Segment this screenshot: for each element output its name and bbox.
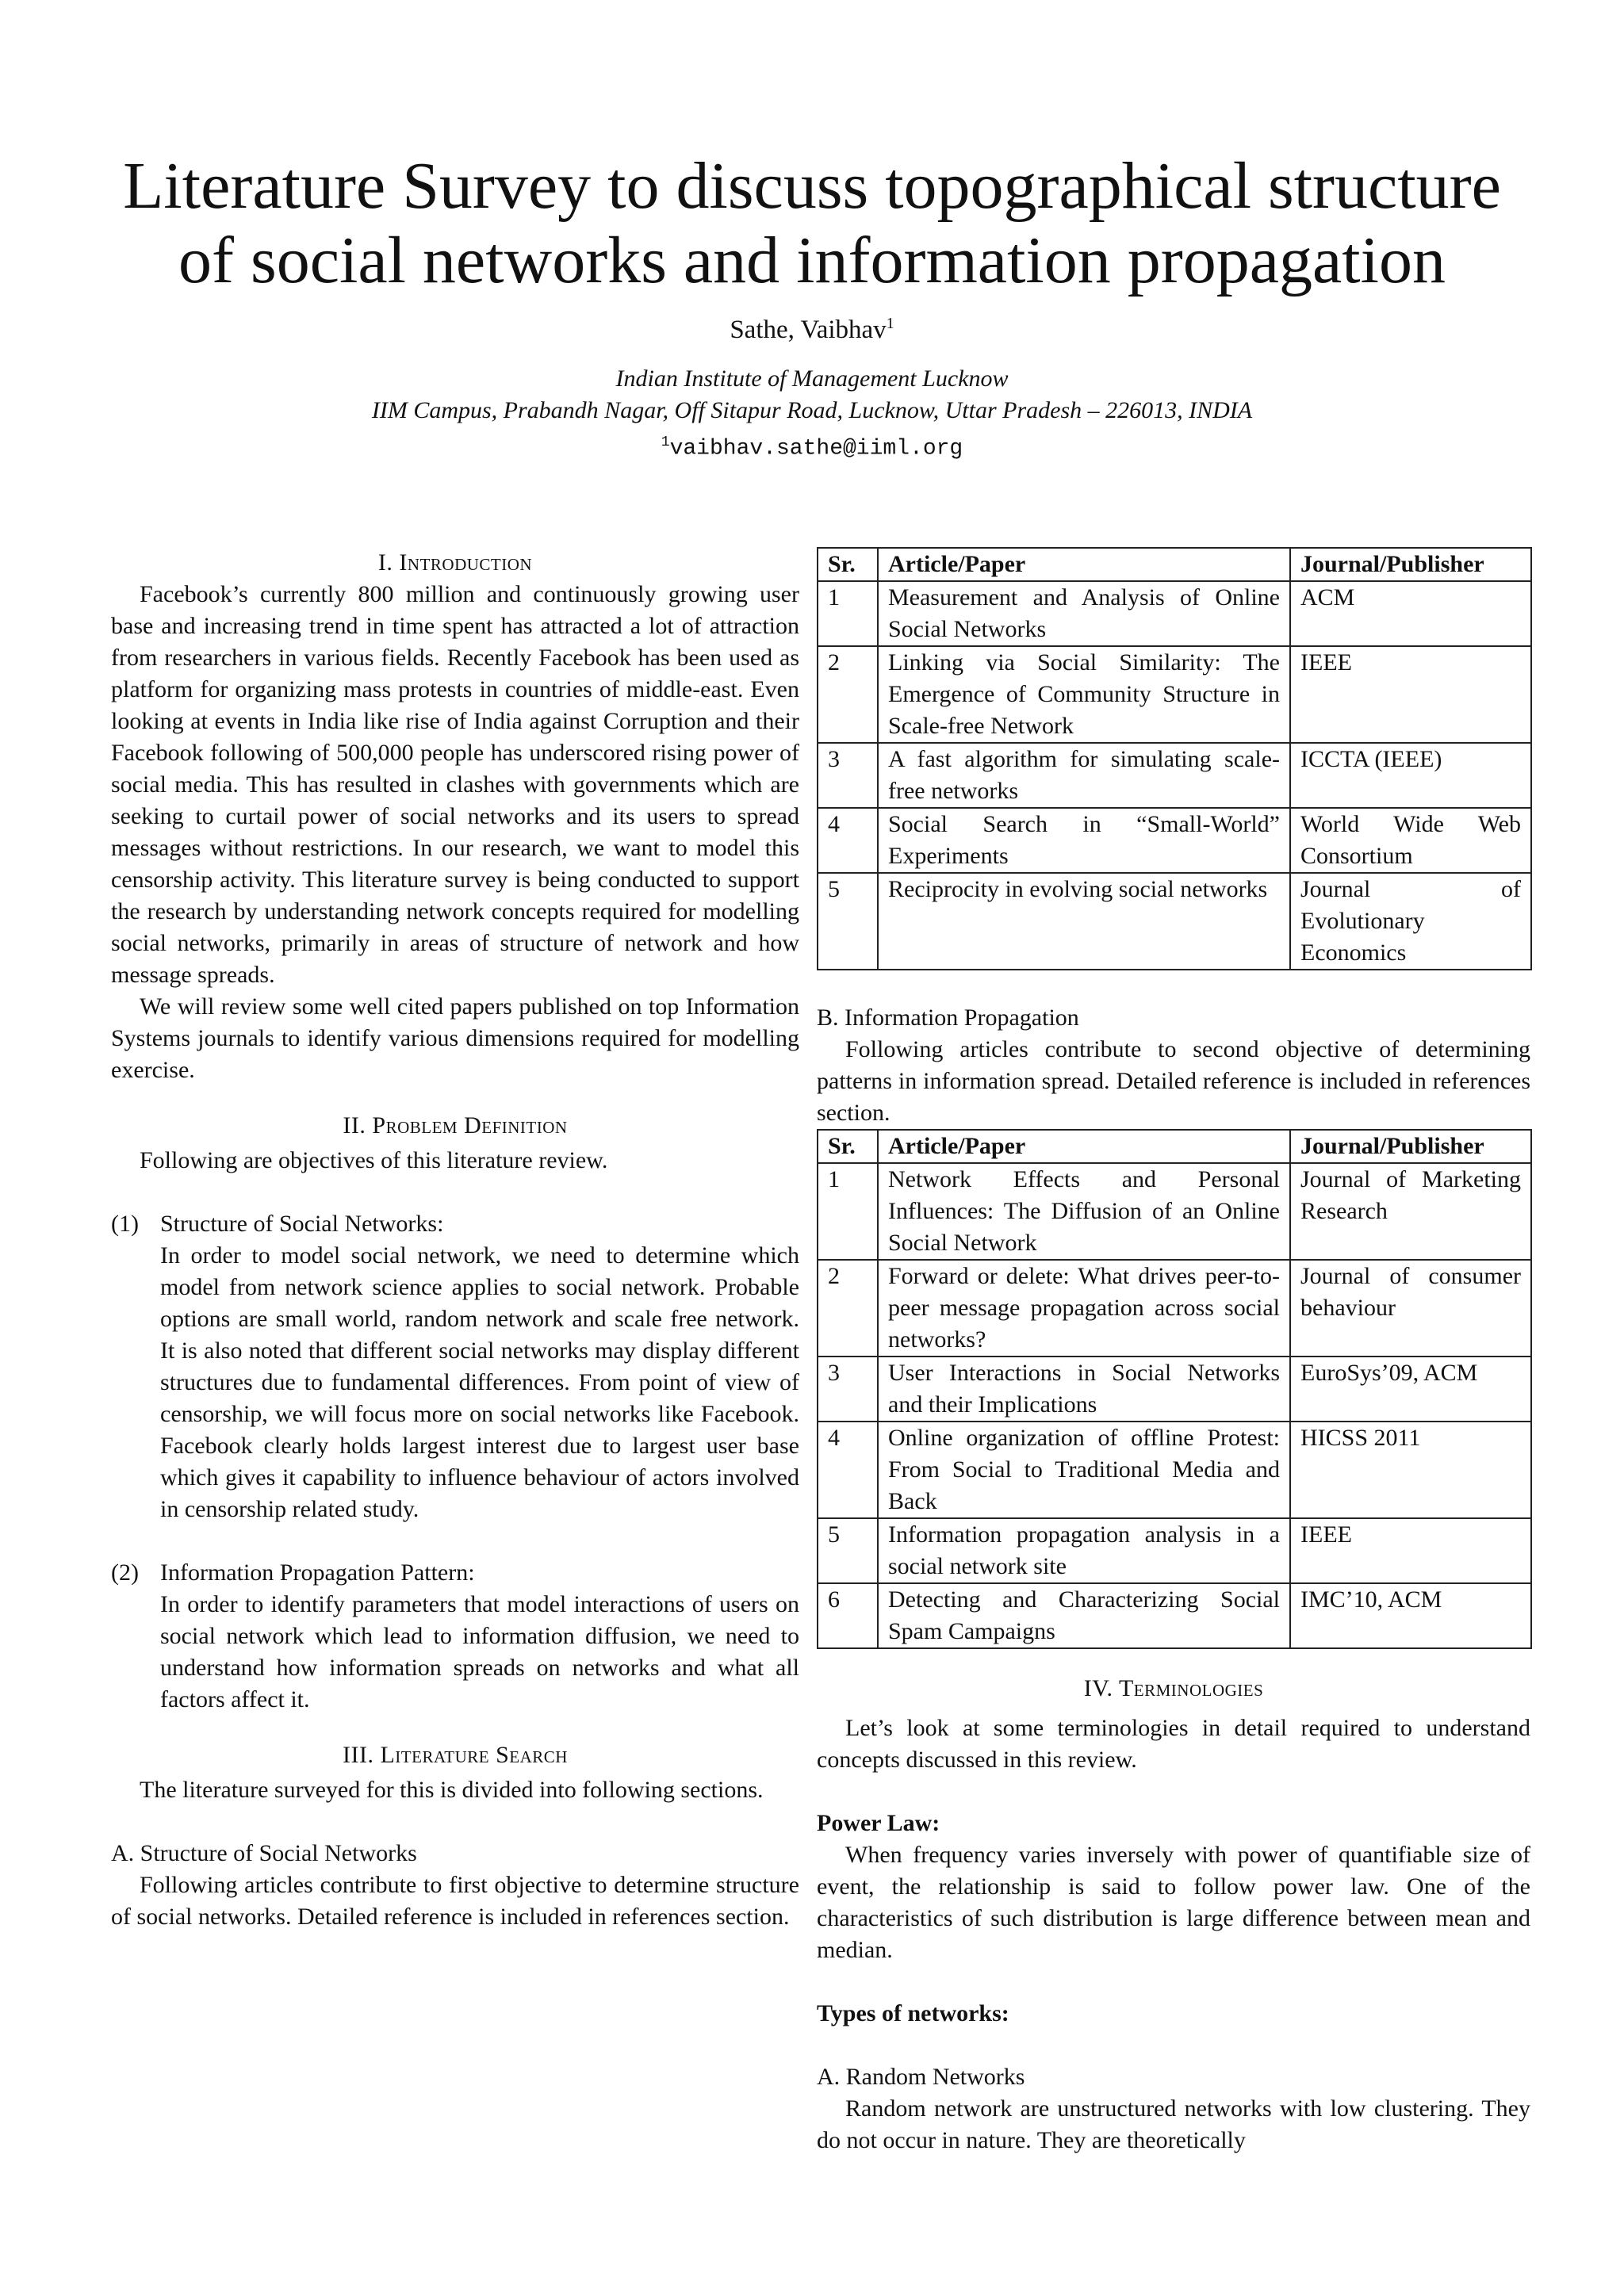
intro-paragraph-2: We will review some well cited papers published on top Information Systems journals to identify various dimensions required for modelling exercise. — [111, 993, 799, 1083]
power-law-heading: Power Law: — [817, 1810, 940, 1836]
table-row — [818, 581, 1531, 646]
objective-item-1 — [111, 1208, 799, 1525]
cell-journal: Journal of Marketing Research — [1290, 1163, 1531, 1260]
cell-sr: 2 — [818, 1260, 878, 1357]
table-row — [818, 1518, 1531, 1583]
cell-sr: 6 — [818, 1583, 878, 1648]
objective-number: (2) — [111, 1559, 139, 1586]
cell-sr: 4 — [818, 1422, 878, 1518]
cell-journal: EuroSys’09, ACM — [1290, 1357, 1531, 1422]
affiliation-address: IIM Campus, Prabandh Nagar, Off Sitapur Road, Lucknow, Uttar Pradesh – 226013, INDIA — [371, 397, 1253, 423]
table-row — [818, 1260, 1531, 1357]
section-heading-terminologies: IV. Terminologies — [1083, 1675, 1264, 1701]
cell-sr: 5 — [818, 873, 878, 970]
table-row — [818, 1422, 1531, 1518]
types-of-networks-heading: Types of networks: — [817, 2000, 1009, 2026]
cell-sr: 4 — [818, 808, 878, 873]
objective-item-2 — [111, 1557, 799, 1716]
random-networks-heading: A. Random Networks — [817, 2064, 1025, 2090]
cell-sr: 2 — [818, 646, 878, 743]
problem-intro: Following are objectives of this literature review. — [140, 1147, 608, 1173]
cell-article: Reciprocity in evolving social networks — [878, 873, 1290, 970]
table-row — [818, 743, 1531, 808]
literature-search-intro: The literature surveyed for this is divided into following sections. — [140, 1777, 764, 1803]
right-column — [817, 547, 1530, 2156]
objective-text: In order to identify parameters that model interactions of users on social network which lead to information diffusion, we need to understand how information spreads on networks and what all factors affect it. — [160, 1591, 799, 1712]
cell-journal: World Wide Web Consortium — [1290, 808, 1531, 873]
table-row — [818, 1583, 1531, 1648]
cell-article: A fast algorithm for simulating scale-free networks — [878, 743, 1290, 808]
paper-title — [79, 149, 1545, 298]
email-superscript: 1 — [661, 434, 670, 450]
table-row — [818, 808, 1531, 873]
table-row — [818, 1163, 1531, 1260]
header-sr: Sr. — [818, 548, 878, 581]
objective-title: Information Propagation Pattern: — [160, 1559, 475, 1586]
table-header-row — [818, 1130, 1531, 1163]
author-email — [0, 428, 1624, 463]
left-column — [111, 547, 799, 1933]
author-text: Sathe, Vaibhav — [730, 316, 887, 344]
affiliation — [0, 363, 1624, 427]
email-text: vaibhav.sathe@iiml.org — [669, 436, 963, 461]
affiliation-institute: Indian Institute of Management Lucknow — [615, 365, 1009, 392]
cell-article: Linking via Social Similarity: The Emergence of Community Structure in Scale-free Network — [878, 646, 1290, 743]
objective-text: In order to model social network, we need to determine which model from network science applies to social network. Probable options are small world, random network and scale free network. It is also noted that different social networks may display different structures due to fundamental differences. From point of view of censorship, we will focus more on social networks like Facebook. Facebook clearly holds largest interest due to largest user base which gives it capability to influence behaviour of actors involved in censorship related study. — [160, 1242, 799, 1522]
cell-article: Measurement and Analysis of Online Social Networks — [878, 581, 1290, 646]
header-article: Article/Paper — [878, 548, 1290, 581]
subsection-heading-information-propagation: B. Information Propagation — [817, 1004, 1079, 1031]
table-row — [818, 646, 1531, 743]
cell-journal: Journal of consumer behaviour — [1290, 1260, 1531, 1357]
power-law-text: When frequency varies inversely with power of quantifiable size of event, the relationship is said to follow power law. One of the characteristics of such distribution is large difference between mean and median. — [817, 1842, 1530, 1963]
author-superscript: 1 — [886, 315, 894, 332]
structure-articles-table — [817, 547, 1532, 970]
header-journal: Journal/Publisher — [1290, 548, 1531, 581]
objective-number: (1) — [111, 1211, 139, 1237]
cell-journal: IMC’10, ACM — [1290, 1583, 1531, 1648]
table-row — [818, 1357, 1531, 1422]
cell-sr: 1 — [818, 581, 878, 646]
subsection-heading-structure: A. Structure of Social Networks — [111, 1840, 417, 1866]
propagation-articles-table — [817, 1129, 1532, 1649]
objective-title: Structure of Social Networks: — [160, 1211, 444, 1237]
section-heading-literature-search: III. Literature Search — [343, 1742, 568, 1768]
cell-article: Social Search in “Small-World” Experiments — [878, 808, 1290, 873]
cell-journal: ICCTA (IEEE) — [1290, 743, 1531, 808]
cell-article: Detecting and Characterizing Social Spam Campaigns — [878, 1583, 1290, 1648]
title-line-2: of social networks and information propagation — [178, 224, 1446, 297]
cell-journal: Journal of Evolutionary Economics — [1290, 873, 1531, 970]
header-journal: Journal/Publisher — [1290, 1130, 1531, 1163]
section-heading-problem-definition: II. Problem Definition — [343, 1112, 568, 1138]
cell-article: Network Effects and Personal Influences: The Diffusion of an Online Social Network — [878, 1163, 1290, 1260]
cell-sr: 5 — [818, 1518, 878, 1583]
subsection-propagation-text: Following articles contribute to second objective of determining patterns in information spread. Detailed reference is included in references section. — [817, 1036, 1530, 1126]
intro-paragraph-1: Facebook’s currently 800 million and continuously growing user base and increasing trend in time spent has attracted a lot of attraction from researchers in various fields. Recently Facebook has been used as platform for organizing mass protests in countries of middle-east. Even looking at events in India like rise of India against Corruption and their Facebook following of 500,000 people has underscored rising power of social media. This has resulted in clashes with governments which are seeking to curtail power of social networks and its users to spread messages without restrictions. In our research, we want to model this censorship activity. This literature survey is being conducted to support the research by understanding network concepts required for modelling social networks, primarily in areas of structure of network and how message spreads. — [111, 581, 799, 988]
random-networks-text: Random network are unstructured networks with low clustering. They do not occur in nature. They are theoretically — [817, 2095, 1530, 2153]
cell-journal: ACM — [1290, 581, 1531, 646]
cell-article: User Interactions in Social Networks and their Implications — [878, 1357, 1290, 1422]
subsection-structure-text: Following articles contribute to first objective to determine structure of social networks. Detailed reference is included in references section. — [111, 1872, 799, 1930]
cell-journal: IEEE — [1290, 646, 1531, 743]
table-row — [818, 873, 1531, 970]
header-sr: Sr. — [818, 1130, 878, 1163]
cell-journal: IEEE — [1290, 1518, 1531, 1583]
cell-sr: 3 — [818, 743, 878, 808]
author-name — [0, 308, 1624, 346]
header-article: Article/Paper — [878, 1130, 1290, 1163]
title-line-1: Literature Survey to discuss topographical structure — [123, 149, 1501, 223]
cell-article: Forward or delete: What drives peer-to-peer message propagation across social networks? — [878, 1260, 1290, 1357]
table-header-row — [818, 548, 1531, 581]
section-heading-introduction: I. Introduction — [377, 549, 533, 576]
cell-article: Online organization of offline Protest: From Social to Traditional Media and Back — [878, 1422, 1290, 1518]
cell-sr: 3 — [818, 1357, 878, 1422]
cell-sr: 1 — [818, 1163, 878, 1260]
cell-article: Information propagation analysis in a social network site — [878, 1518, 1290, 1583]
cell-journal: HICSS 2011 — [1290, 1422, 1531, 1518]
terminologies-intro: Let’s look at some terminologies in detail required to understand concepts discussed in this review. — [817, 1715, 1530, 1773]
